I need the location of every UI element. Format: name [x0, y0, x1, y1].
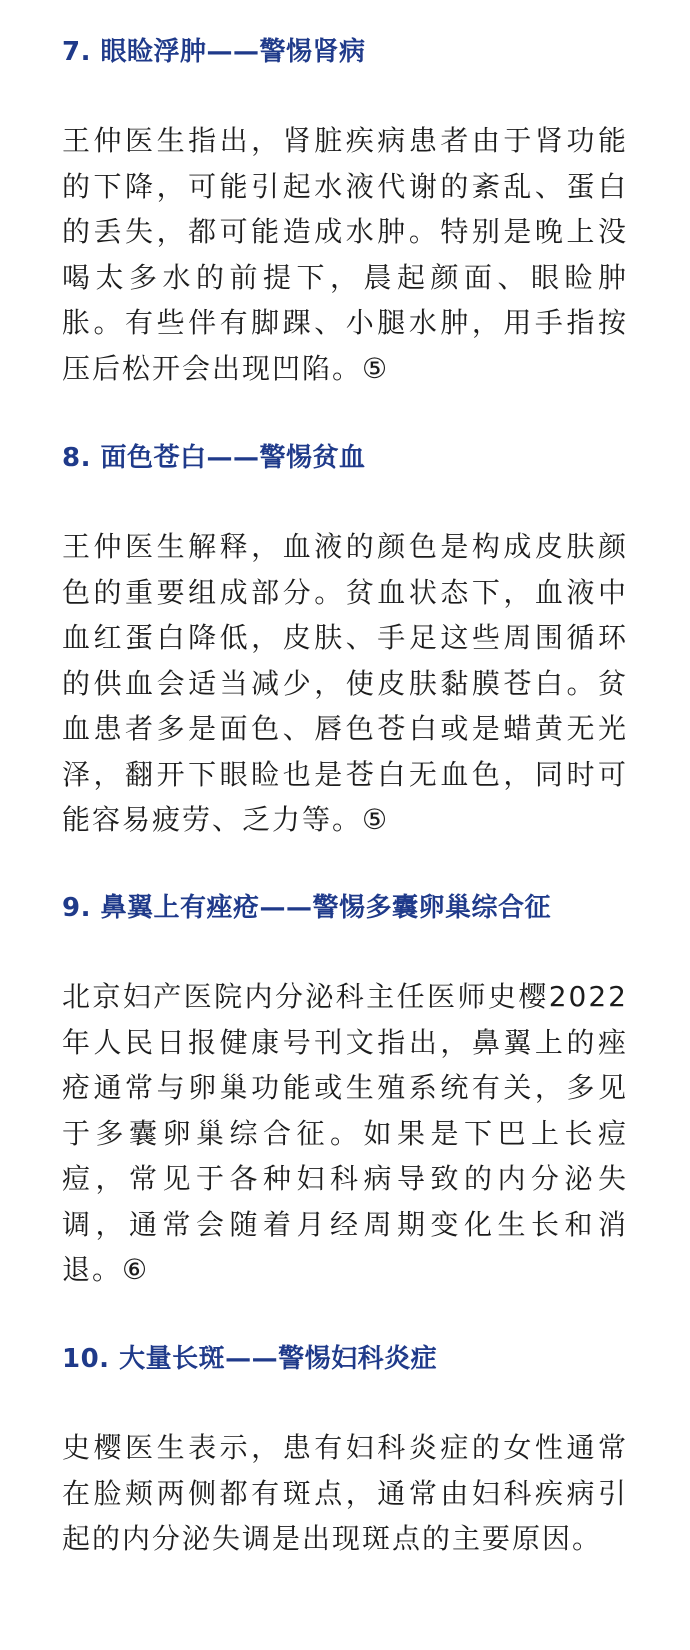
section-paragraph-8: 王仲医生解释，血液的颜色是构成皮肤颜色的重要组成部分。贫血状态下，血液中血红蛋白降低，皮肤、手足这些周围循环的供血会适当减少，使皮肤黏膜苍白。贫血患者多是面色、唇色苍白或是蜡黄无光泽，翻开下眼睑也是苍白无血色，同时可能容易疲劳、乏力等。⑤ — [62, 530, 628, 836]
section-heading-7: 7. 眼睑浮肿——警惕肾病 — [62, 37, 366, 67]
section-paragraph-7: 王仲医生指出，肾脏疾病患者由于肾功能的下降，可能引起水液代谢的紊乱、蛋白的丢失，都可能造成水肿。特别是晚上没喝太多水的前提下，晨起颜面、眼睑肿胀。有些伴有脚踝、小腿水肿，用手指按压后松开会出现凹陷。⑤ — [62, 124, 628, 385]
section-paragraph-10: 史樱医生表示，患有妇科炎症的女性通常在脸颊两侧都有斑点，通常由妇科疾病引起的内分泌失调是出现斑点的主要原因。 — [62, 1431, 628, 1555]
section-heading-10: 10. 大量长斑——警惕妇科炎症 — [62, 1344, 438, 1374]
section-heading-9: 9. 鼻翼上有痤疮——警惕多囊卵巢综合征 — [62, 893, 552, 923]
section-paragraph-9: 北京妇产医院内分泌科主任医师史樱2022年人民日报健康号刊文指出，鼻翼上的痤疮通常与卵巢功能或生殖系统有关，多见于多囊卵巢综合征。如果是下巴上长痘痘，常见于各种妇科病导致的内分泌失调，通常会随着月经周期变化生长和消退。⑥ — [62, 980, 628, 1286]
section-heading-8: 8. 面色苍白——警惕贫血 — [62, 443, 366, 473]
